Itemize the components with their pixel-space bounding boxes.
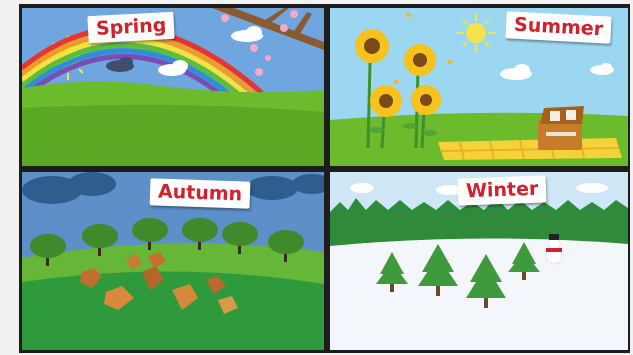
spring-label: Spring <box>87 12 175 43</box>
grass-field <box>22 105 324 166</box>
autumn-label: Autumn <box>150 178 251 208</box>
summer-label: Summer <box>505 11 611 43</box>
grass-field <box>22 271 324 350</box>
autumn-panel <box>22 172 324 350</box>
summer-panel <box>330 8 628 166</box>
winter-label: Winter <box>458 175 547 205</box>
spring-panel <box>22 8 324 166</box>
picnic-basket-icon <box>538 106 584 150</box>
winter-panel <box>330 172 628 350</box>
